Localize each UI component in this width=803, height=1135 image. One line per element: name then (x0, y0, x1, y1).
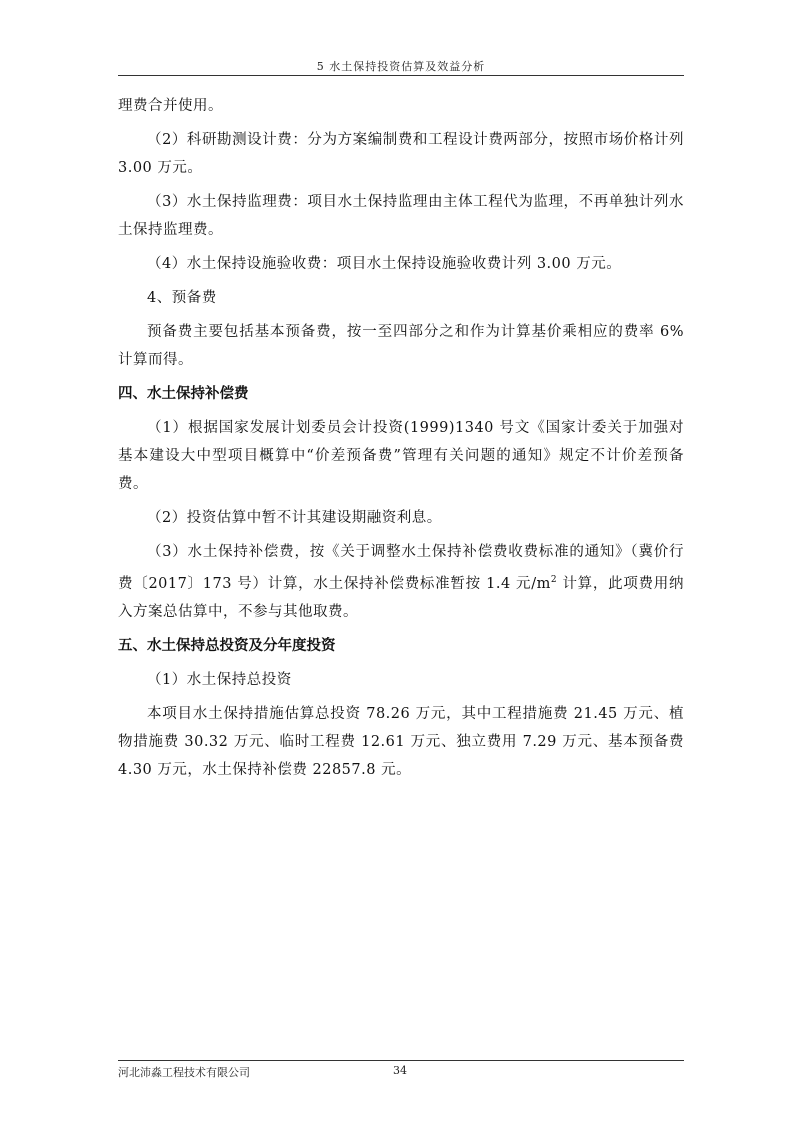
header-divider (118, 75, 684, 76)
subheading-contingency: 4、预备费 (147, 290, 217, 306)
compensation-text-a: （3）水土保持补偿费，按《关于调整水土保持补偿费收费标准的通知》（冀价行费〔2017〕173 号）计算，水土保持补偿费标准暂按 1.4 元/m (118, 544, 684, 592)
paragraph-price-difference: （1）根据国家发展计划委员会计投资(1999)1340 号文《国家计委关于加强对基本建设大中型项目概算中“价差预备费”管理有关问题的通知》规定不计价差预备费。 (118, 420, 684, 492)
footer-company: 河北沛淼工程技术有限公司 (118, 1066, 250, 1079)
paragraph-acceptance-fee: （4）水土保持设施验收费：项目水土保持设施验收费计列 3.00 万元。 (147, 256, 622, 272)
compensation-text-b: 计算，此项费用纳入方案总估算中，不参与其他取费。 (118, 575, 684, 620)
paragraph-financing-interest: （2）投资估算中暂不计其建设期融资利息。 (147, 510, 442, 526)
paragraph-total-investment: 本项目水土保持措施估算总投资 78.26 万元，其中工程措施费 21.45 万元、植物措施费 30.32 万元、临时工程费 12.61 万元、独立费用 7.29 万元、基本预备费 4.30 万元，水土保持补偿费 22857.8 元。 (118, 705, 684, 778)
footer-divider (118, 1060, 684, 1061)
section-heading-compensation: 四、水土保持补偿费 (118, 386, 249, 402)
paragraph-supervision-fee: （3）水土保持监理费：项目水土保持监理由主体工程代为监理，不再单独计列水土保持监理费。 (118, 194, 684, 238)
paragraph-compensation-fee (118, 538, 684, 626)
superscript-2: 2 (550, 575, 558, 585)
paragraph-continuation: 理费合并使用。 (118, 98, 223, 114)
paragraph-contingency: 预备费主要包括基本预备费，按一至四部分之和作为计算基价乘相应的费率 6%计算而得。 (118, 324, 684, 368)
section-heading-total-investment: 五、水土保持总投资及分年度投资 (118, 637, 336, 654)
paragraph-research-design-fee: （2）科研勘测设计费：分为方案编制费和工程设计费两部分，按照市场价格计列 3.00 万元。 (118, 132, 684, 176)
subheading-total-investment: （1）水土保持总投资 (147, 671, 292, 688)
page-header: 5 水土保持投资估算及效益分析 (316, 60, 486, 73)
document-body (118, 92, 684, 790)
page-number: 34 (393, 1064, 407, 1077)
